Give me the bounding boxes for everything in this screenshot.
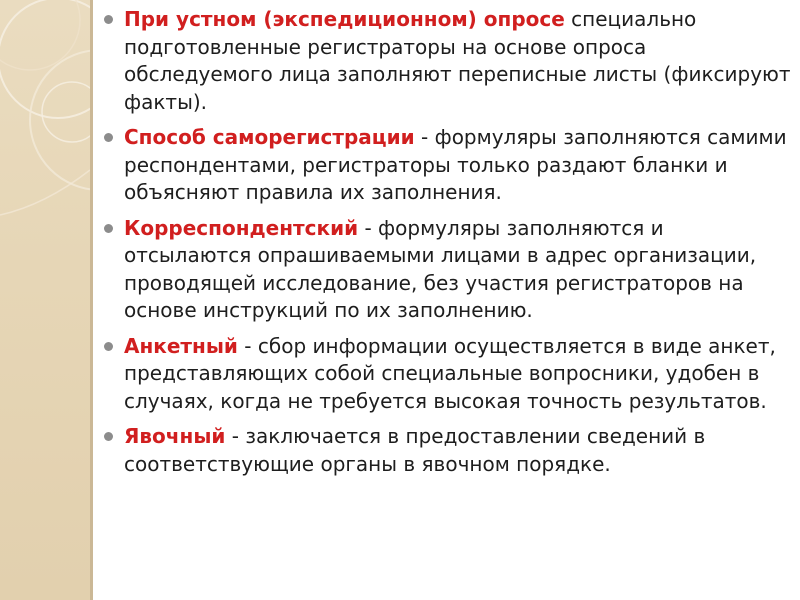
slide-content (100, 6, 792, 486)
list-item-text: - формуляры заполняются самими респондентами, регистраторы только раздают бланки и объясняют правила их заполнения. (124, 125, 787, 204)
list-item-term: Явочный (124, 424, 226, 448)
decorative-circles (0, 0, 90, 600)
list-item (100, 333, 792, 416)
bullet-list (100, 6, 792, 478)
list-item-text: - сбор информации осуществляется в виде анкет, представляющих собой специальные вопросники, удобен в случаях, когда не требуется высокая точность результатов. (124, 333, 776, 413)
list-item-term: Корреспондентский (124, 215, 359, 240)
bullet-icon (104, 133, 113, 142)
list-item-term: При устном (экспедиционном) опросе (124, 7, 565, 31)
bullet-icon (104, 342, 113, 351)
bullet-icon (104, 432, 113, 441)
list-item-term: Способ саморегистрации (124, 125, 415, 149)
list-item-text: специально подготовленные регистраторы на основе опроса обследуемого лица заполняют переписные листы (фиксируют факты). (124, 7, 791, 114)
bullet-icon (104, 15, 113, 24)
list-item-term: Анкетный (124, 333, 238, 358)
list-item (100, 423, 792, 478)
list-item-text: - формуляры заполняются и отсылаются опрашиваемыми лицами в адрес организации, проводящей исследование, без участия регистраторов на основе инструкций по их заполнению. (124, 215, 757, 322)
list-item (100, 6, 792, 116)
list-item-text: - заключается в предоставлении сведений в соответствующие органы в явочном порядке. (124, 424, 706, 476)
list-item (100, 124, 792, 207)
decorative-side-panel (0, 0, 90, 600)
side-divider (90, 0, 93, 600)
list-item (100, 215, 792, 325)
bullet-icon (104, 224, 113, 233)
